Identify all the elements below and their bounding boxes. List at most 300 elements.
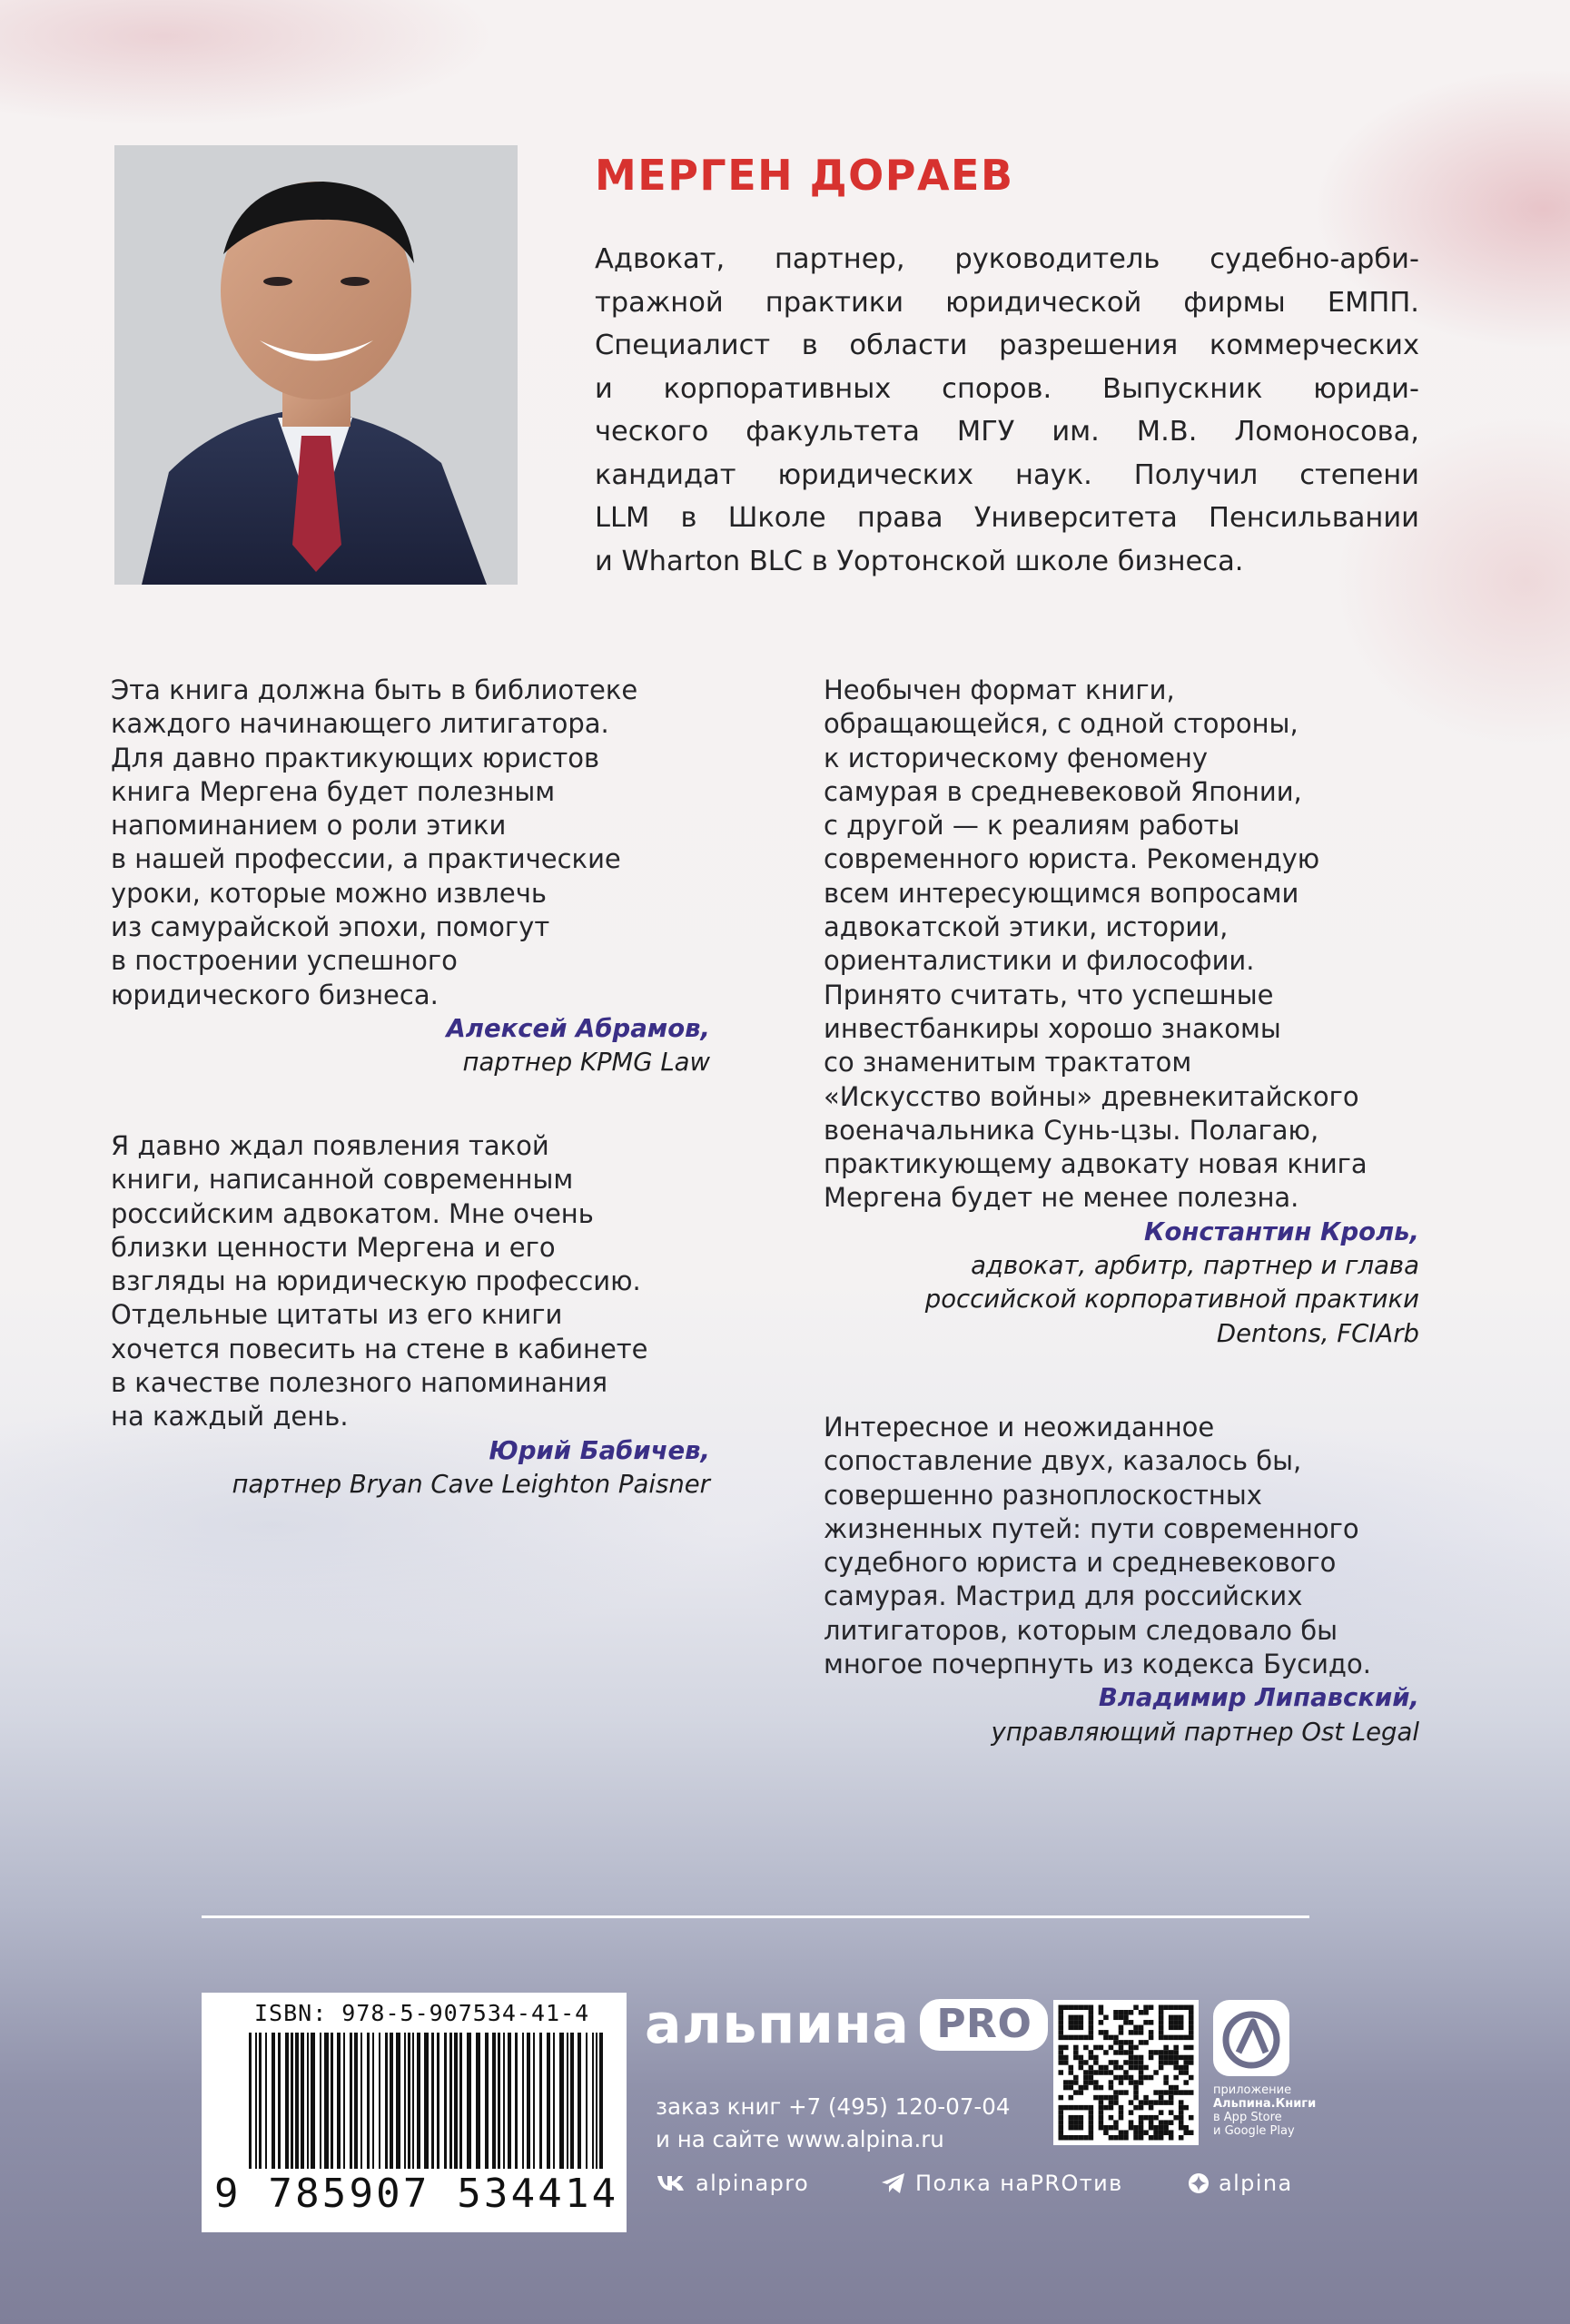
- vk-icon: [656, 2173, 686, 2193]
- qr-module: [1143, 2095, 1149, 2101]
- quote-line: совершенно разноплоскостных: [824, 1479, 1262, 1511]
- quote-author: Юрий Бабичев,: [489, 1435, 710, 1465]
- qr-module: [1109, 2080, 1114, 2085]
- barcode-bar: [265, 2033, 267, 2169]
- barcode-bar: [476, 2033, 480, 2169]
- qr-module: [1179, 2035, 1184, 2041]
- qr-module: [1099, 2115, 1104, 2121]
- qr-module: [1153, 2125, 1159, 2131]
- qr-module: [1139, 2100, 1144, 2105]
- bio-line: кандидат юридических наук. Получил степени: [595, 458, 1419, 491]
- qr-module: [1129, 2050, 1134, 2055]
- qr-module: [1089, 2110, 1094, 2115]
- bio-line: LLM в Школе права Университета Пенсильвании: [595, 502, 1419, 534]
- qr-module: [1169, 2035, 1174, 2041]
- qr-module: [1169, 2120, 1174, 2125]
- qr-module: [1129, 2065, 1134, 2071]
- qr-module: [1059, 2010, 1064, 2015]
- qr-module: [1133, 2130, 1139, 2135]
- qr-module: [1139, 2120, 1144, 2125]
- social-vk[interactable]: [656, 2171, 809, 2196]
- qr-module: [1083, 2060, 1089, 2065]
- qr-module: [1103, 2030, 1109, 2035]
- qr-module: [1183, 2035, 1189, 2041]
- qr-module: [1089, 2070, 1094, 2075]
- qr-module: [1169, 2005, 1174, 2011]
- qr-module: [1079, 2055, 1084, 2061]
- qr-module: [1189, 2075, 1194, 2081]
- quote-line: Я давно ждал появления такой: [111, 1130, 549, 1161]
- qr-module: [1133, 2005, 1139, 2011]
- qr-module: [1133, 2045, 1139, 2051]
- qr-module: [1133, 2030, 1139, 2035]
- qr-module: [1179, 2020, 1184, 2025]
- qr-module: [1073, 2105, 1079, 2111]
- quote-author: Владимир Липавский,: [1098, 1683, 1419, 1713]
- qr-module: [1189, 2130, 1194, 2135]
- qr-module: [1119, 2090, 1124, 2095]
- barcode-bar: [337, 2033, 341, 2169]
- qr-module: [1119, 2080, 1124, 2085]
- qr-module: [1183, 2005, 1189, 2011]
- qr-module: [1099, 2020, 1104, 2025]
- qr-module: [1103, 2125, 1109, 2131]
- qr-module: [1123, 2130, 1129, 2135]
- quote-text: [824, 1411, 1419, 1681]
- dzen-icon: [1188, 2172, 1210, 2194]
- quote-line: на каждый день.: [111, 1401, 349, 1433]
- quote-line: Интересное и неожиданное: [824, 1412, 1215, 1443]
- qr-module: [1153, 2100, 1159, 2105]
- qr-module: [1149, 2120, 1154, 2125]
- barcode-bar: [249, 2033, 252, 2169]
- qr-module: [1183, 2090, 1189, 2095]
- qr-module: [1149, 2125, 1154, 2131]
- qr-module: [1143, 2115, 1149, 2121]
- qr-module: [1063, 2085, 1069, 2091]
- qr-module: [1089, 2035, 1094, 2041]
- qr-module: [1099, 2010, 1104, 2015]
- qr-module: [1059, 2060, 1064, 2065]
- qr-module: [1073, 2035, 1079, 2041]
- qr-module: [1113, 2100, 1119, 2105]
- barcode-bar: [444, 2033, 447, 2169]
- barcode-bar: [592, 2033, 594, 2169]
- qr-module: [1113, 2065, 1119, 2071]
- barcode-bar: [431, 2033, 434, 2169]
- qr-module: [1159, 2035, 1164, 2041]
- qr-module: [1099, 2045, 1104, 2051]
- qr-module: [1119, 2040, 1124, 2045]
- qr-module: [1149, 2115, 1154, 2121]
- qr-module: [1103, 2035, 1109, 2041]
- qr-module: [1163, 2075, 1169, 2081]
- qr-module: [1119, 2115, 1124, 2121]
- barcode-bar: [331, 2033, 333, 2169]
- qr-module: [1093, 2055, 1099, 2061]
- barcode-bar: [311, 2033, 315, 2169]
- qr-module: [1183, 2065, 1189, 2071]
- qr-module: [1143, 2100, 1149, 2105]
- quote-line: всем интересующимся вопросами: [824, 877, 1299, 909]
- qr-module: [1059, 2015, 1064, 2021]
- qr-module: [1099, 2070, 1104, 2075]
- barcode-bar: [596, 2033, 597, 2169]
- qr-module: [1109, 2105, 1114, 2111]
- qr-module: [1189, 2015, 1194, 2021]
- bio-line: и корпоративных споров. Выпускник юриди-: [595, 372, 1419, 405]
- qr-module: [1169, 2130, 1174, 2135]
- isbn-digits: 9 785907 534414: [214, 2171, 619, 2217]
- barcode-bar: [515, 2033, 518, 2169]
- qr-module: [1143, 2020, 1149, 2025]
- qr-module: [1089, 2075, 1094, 2081]
- barcode-bar: [492, 2033, 496, 2169]
- qr-module: [1073, 2045, 1079, 2051]
- bio-line: тражной практики юридической фирмы ЕМПП.: [595, 286, 1419, 319]
- app-text-line: и Google Play: [1213, 2124, 1295, 2138]
- quote-line: российским адвокатом. Мне очень: [111, 1197, 594, 1229]
- barcode-bar: [379, 2033, 380, 2169]
- publisher-name: альпина: [645, 1993, 910, 2056]
- qr-module: [1163, 2060, 1169, 2065]
- qr-module: [1113, 2135, 1119, 2141]
- qr-module: [1183, 2060, 1189, 2065]
- barcode-bar: [553, 2033, 555, 2169]
- qr-module: [1059, 2110, 1064, 2115]
- barcode-bar: [385, 2033, 388, 2169]
- qr-module: [1129, 2030, 1134, 2035]
- author-name: МЕРГЕН ДОРАЕВ: [595, 151, 1014, 200]
- qr-module: [1139, 2040, 1144, 2045]
- qr-module: [1189, 2030, 1194, 2035]
- quote-attribution: [824, 1681, 1419, 1749]
- bio-line: и Wharton BLC в Уортонской школе бизнеса.: [595, 545, 1244, 577]
- quote-line: из самурайской эпохи, помогут: [111, 911, 550, 943]
- qr-module: [1123, 2015, 1129, 2021]
- qr-module: [1109, 2060, 1114, 2065]
- qr-module: [1123, 2090, 1129, 2095]
- qr-module: [1079, 2020, 1084, 2025]
- qr-module: [1069, 2105, 1074, 2111]
- quote-line: самурая. Мастрид для российских: [824, 1581, 1303, 1612]
- qr-module: [1179, 2105, 1184, 2111]
- qr-module: [1073, 2075, 1079, 2081]
- qr-module: [1133, 2025, 1139, 2031]
- qr-code-pattern: [1053, 2000, 1199, 2145]
- qr-module: [1173, 2085, 1179, 2091]
- barcode-bar: [567, 2033, 568, 2169]
- social-dzen[interactable]: [1188, 2171, 1293, 2196]
- barcode-bar: [255, 2033, 257, 2169]
- quote-line: литигаторов, которым следовало бы: [824, 1614, 1338, 1646]
- qr-module: [1073, 2050, 1079, 2055]
- barcode-bar: [360, 2033, 362, 2169]
- qr-module: [1159, 2050, 1164, 2055]
- qr-module: [1099, 2110, 1104, 2115]
- qr-module: [1079, 2065, 1084, 2071]
- qr-module: [1079, 2060, 1084, 2065]
- qr-module: [1073, 2115, 1079, 2121]
- qr-module: [1143, 2005, 1149, 2011]
- qr-module: [1063, 2105, 1069, 2111]
- qr-module: [1123, 2050, 1129, 2055]
- qr-module: [1093, 2095, 1099, 2101]
- qr-module: [1133, 2060, 1139, 2065]
- qr-module: [1179, 2115, 1184, 2121]
- barcode-bar: [307, 2033, 309, 2169]
- qr-module: [1059, 2045, 1064, 2051]
- qr-module: [1189, 2020, 1194, 2025]
- quote-line: в нашей профессии, а практические: [111, 843, 621, 875]
- qr-module: [1069, 2035, 1074, 2041]
- qr-module: [1149, 2055, 1154, 2061]
- qr-module: [1143, 2130, 1149, 2135]
- qr-module: [1123, 2075, 1129, 2081]
- app-text-line: приложение: [1213, 2083, 1292, 2097]
- qr-module: [1073, 2090, 1079, 2095]
- qr-module: [1169, 2135, 1174, 2141]
- order-website: и на сайте www.alpina.ru: [656, 2126, 944, 2152]
- qr-module: [1139, 2105, 1144, 2111]
- quote-line: Для давно практикующих юристов: [111, 742, 600, 773]
- qr-module: [1059, 2095, 1064, 2101]
- qr-module: [1139, 2130, 1144, 2135]
- qr-module: [1129, 2060, 1134, 2065]
- qr-module: [1169, 2100, 1174, 2105]
- qr-module: [1189, 2055, 1194, 2061]
- barcode-bar: [278, 2033, 281, 2169]
- qr-module: [1133, 2090, 1139, 2095]
- barcode-bar: [404, 2033, 406, 2169]
- qr-module: [1169, 2095, 1174, 2101]
- qr-module: [1109, 2035, 1114, 2041]
- qr-module: [1129, 2120, 1134, 2125]
- qr-module: [1159, 2100, 1164, 2105]
- qr-module: [1089, 2030, 1094, 2035]
- qr-module: [1173, 2035, 1179, 2041]
- barcode-bar: [467, 2033, 471, 2169]
- qr-module: [1179, 2090, 1184, 2095]
- qr-module: [1093, 2070, 1099, 2075]
- qr-module: [1139, 2055, 1144, 2061]
- qr-module: [1129, 2045, 1134, 2051]
- quote-attribution: [111, 1012, 710, 1080]
- qr-module: [1113, 2050, 1119, 2055]
- author-photo: [114, 145, 518, 585]
- qr-module: [1159, 2110, 1164, 2115]
- qr-module: [1089, 2105, 1094, 2111]
- qr-module: [1059, 2130, 1064, 2135]
- qr-module: [1079, 2105, 1084, 2111]
- barcode-bar: [424, 2033, 429, 2169]
- barcode-bar: [547, 2033, 550, 2169]
- qr-module: [1083, 2135, 1089, 2141]
- qr-module: [1103, 2050, 1109, 2055]
- qr-module: [1153, 2070, 1159, 2075]
- qr-module: [1109, 2085, 1114, 2091]
- qr-module: [1093, 2045, 1099, 2051]
- qr-module: [1089, 2010, 1094, 2015]
- qr-module: [1083, 2070, 1089, 2075]
- qr-module: [1113, 2090, 1119, 2095]
- qr-module: [1169, 2085, 1174, 2091]
- qr-module: [1133, 2105, 1139, 2111]
- qr-module: [1159, 2130, 1164, 2135]
- barcode-bar: [301, 2033, 304, 2169]
- qr-module: [1059, 2105, 1064, 2111]
- qr-module: [1159, 2090, 1164, 2095]
- qr-module: [1089, 2055, 1094, 2061]
- qr-module: [1133, 2095, 1139, 2101]
- qr-module: [1163, 2130, 1169, 2135]
- qr-module: [1089, 2065, 1094, 2071]
- qr-module: [1113, 2035, 1119, 2041]
- quote-text: [111, 674, 710, 1012]
- quote-text: [111, 1129, 710, 1434]
- qr-module: [1159, 2060, 1164, 2065]
- qr-module: [1073, 2120, 1079, 2125]
- qr-module: [1163, 2005, 1169, 2011]
- barcode-bar: [454, 2033, 458, 2169]
- qr-module: [1059, 2125, 1064, 2131]
- footer-divider: [202, 1915, 1309, 1918]
- qr-module: [1063, 2055, 1069, 2061]
- qr-module: [1059, 2020, 1064, 2025]
- qr-module: [1143, 2075, 1149, 2081]
- qr-module: [1173, 2045, 1179, 2051]
- qr-module: [1083, 2075, 1089, 2081]
- qr-module: [1069, 2015, 1074, 2021]
- qr-module: [1173, 2015, 1179, 2021]
- qr-module: [1109, 2135, 1114, 2141]
- quote-line: уроки, которые можно извлечь: [111, 877, 548, 909]
- qr-module: [1189, 2045, 1194, 2051]
- qr-module: [1159, 2065, 1164, 2071]
- barcode-bar: [599, 2033, 603, 2169]
- qr-module: [1163, 2090, 1169, 2095]
- quote-line: в качестве полезного напоминания: [111, 1367, 608, 1399]
- qr-module: [1153, 2050, 1159, 2055]
- qr-module: [1059, 2030, 1064, 2035]
- qr-module: [1139, 2135, 1144, 2141]
- qr-module: [1149, 2005, 1154, 2011]
- quote-line: жизненных путей: пути современного: [824, 1512, 1359, 1544]
- qr-module: [1173, 2055, 1179, 2061]
- qr-module: [1089, 2135, 1094, 2141]
- qr-module: [1059, 2050, 1064, 2055]
- qr-module: [1113, 2075, 1119, 2081]
- qr-module: [1083, 2045, 1089, 2051]
- qr-module: [1169, 2015, 1174, 2021]
- qr-module: [1123, 2135, 1129, 2141]
- barcode-bars: [249, 2033, 608, 2169]
- quote-line: взгляды на юридическую профессию.: [111, 1265, 641, 1297]
- qr-module: [1069, 2005, 1074, 2011]
- quote-author-role: адвокат, арбитр, партнер и глава: [971, 1251, 1419, 1281]
- quote-line: Отдельные цитаты из его книги: [111, 1299, 563, 1331]
- qr-module: [1149, 2100, 1154, 2105]
- qr-module: [1179, 2135, 1184, 2141]
- qr-module: [1179, 2110, 1184, 2115]
- qr-module: [1163, 2045, 1169, 2051]
- barcode-bar: [559, 2033, 564, 2169]
- barcode-bar: [578, 2033, 581, 2169]
- qr-module: [1083, 2005, 1089, 2011]
- quote-line: военачальника Сунь-цзы. Полагаю,: [824, 1114, 1319, 1146]
- qr-module: [1099, 2125, 1104, 2131]
- qr-module: [1109, 2115, 1114, 2121]
- qr-module: [1073, 2125, 1079, 2131]
- qr-module: [1139, 2070, 1144, 2075]
- qr-module: [1089, 2025, 1094, 2031]
- qr-module: [1173, 2025, 1179, 2031]
- qr-module: [1129, 2110, 1134, 2115]
- barcode-bar: [459, 2033, 462, 2169]
- qr-module: [1079, 2035, 1084, 2041]
- qr-module: [1159, 2010, 1164, 2015]
- qr-module: [1133, 2080, 1139, 2085]
- qr-module: [1189, 2035, 1194, 2041]
- qr-module: [1143, 2065, 1149, 2071]
- barcode-bar: [272, 2033, 275, 2169]
- social-telegram[interactable]: [881, 2171, 1123, 2196]
- qr-module: [1189, 2025, 1194, 2031]
- barcode-bar: [372, 2033, 374, 2169]
- quote-line: Мергена будет не менее полезна.: [824, 1182, 1299, 1214]
- qr-module: [1119, 2025, 1124, 2031]
- qr-module: [1099, 2005, 1104, 2011]
- qr-module: [1103, 2015, 1109, 2021]
- qr-module: [1069, 2020, 1074, 2025]
- qr-module: [1103, 2065, 1109, 2071]
- qr-module: [1133, 2135, 1139, 2141]
- qr-module: [1079, 2115, 1084, 2121]
- qr-module: [1079, 2135, 1084, 2141]
- qr-module: [1059, 2135, 1064, 2141]
- qr-module: [1173, 2075, 1179, 2081]
- qr-module: [1139, 2080, 1144, 2085]
- qr-module: [1063, 2005, 1069, 2011]
- qr-module: [1089, 2125, 1094, 2131]
- quote-line: Необычен формат книги,: [824, 675, 1175, 705]
- qr-module: [1113, 2120, 1119, 2125]
- qr-module: [1173, 2005, 1179, 2011]
- qr-module: [1129, 2010, 1134, 2015]
- qr-module: [1059, 2070, 1064, 2075]
- qr-module: [1059, 2035, 1064, 2041]
- qr-module: [1123, 2070, 1129, 2075]
- qr-module: [1183, 2070, 1189, 2075]
- qr-module: [1089, 2050, 1094, 2055]
- qr-module: [1183, 2105, 1189, 2111]
- barcode-bar: [324, 2033, 329, 2169]
- qr-module: [1129, 2020, 1134, 2025]
- qr-module: [1169, 2110, 1174, 2115]
- qr-module: [1079, 2005, 1084, 2011]
- qr-module: [1119, 2010, 1124, 2015]
- qr-module: [1133, 2085, 1139, 2091]
- qr-module: [1159, 2025, 1164, 2031]
- qr-module: [1163, 2035, 1169, 2041]
- qr-module: [1163, 2055, 1169, 2061]
- qr-module: [1079, 2125, 1084, 2131]
- barcode-bar: [485, 2033, 489, 2169]
- qr-module: [1153, 2135, 1159, 2141]
- qr-module: [1169, 2050, 1174, 2055]
- qr-module: [1089, 2120, 1094, 2125]
- quote-line: к историческому феномену: [824, 742, 1209, 773]
